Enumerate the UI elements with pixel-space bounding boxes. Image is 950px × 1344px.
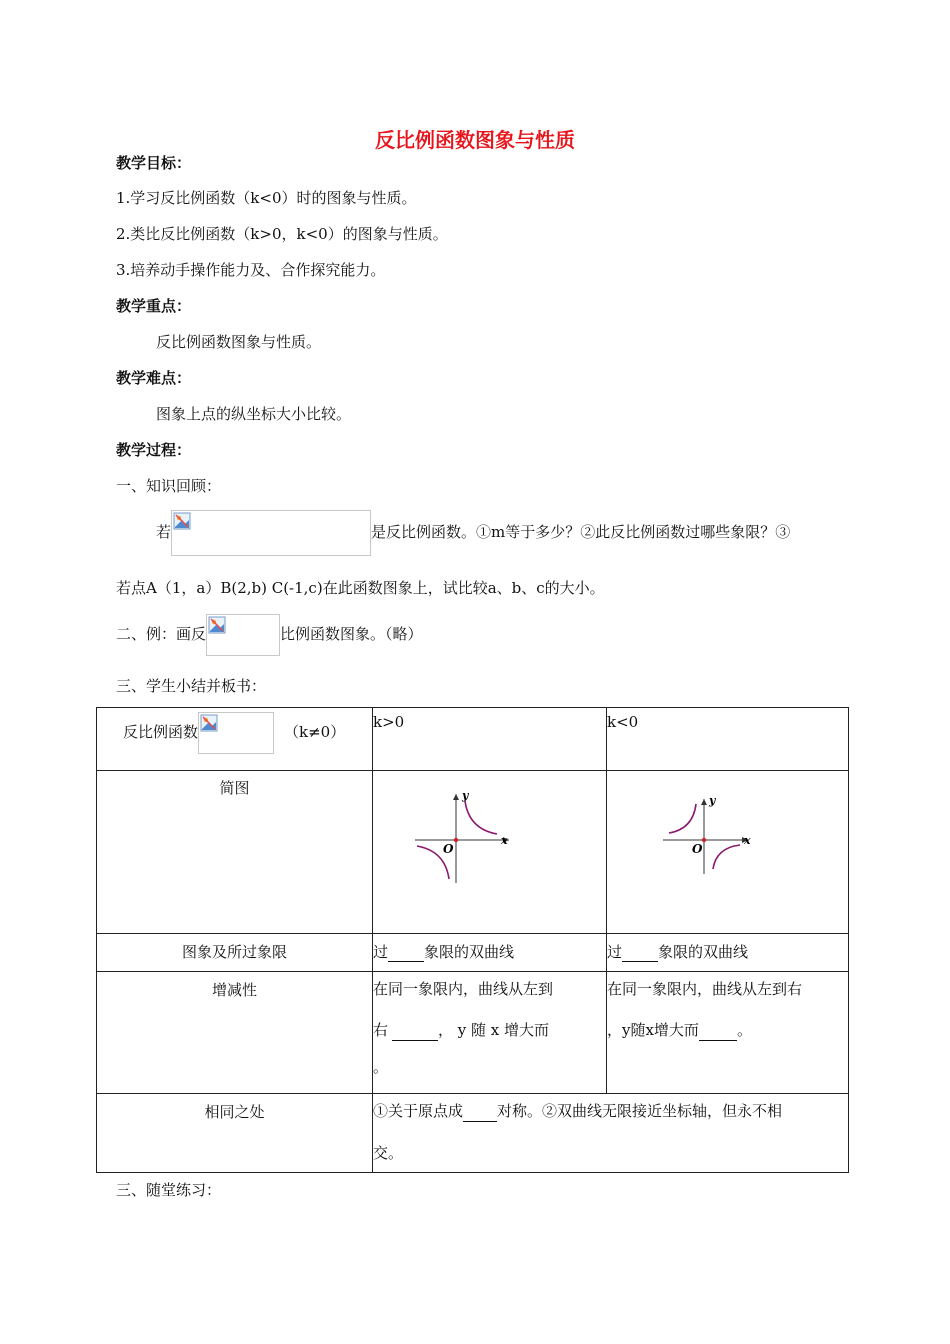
table-row-monotonicity <box>97 972 849 1094</box>
table-row-quadrant <box>97 934 849 972</box>
common-line-1 <box>373 1101 848 1122</box>
quadrant-blank <box>622 943 658 962</box>
difficulty-heading: 教学难点： <box>116 369 192 387</box>
hyperbola-negative-graph <box>607 771 848 933</box>
common-line-2: 交。 <box>373 1144 404 1162</box>
row-label-common: 相同之处 <box>97 1094 373 1173</box>
objectives-heading: 教学目标： <box>116 154 192 172</box>
mono-neg-line-2 <box>607 1020 848 1041</box>
quadrant-suffix: 象限的双曲线 <box>658 943 749 961</box>
quadrant-blank <box>388 943 424 962</box>
mono-pos-increase: ， y 随 x 增大而 <box>438 1021 550 1039</box>
objective-item-2: 2.类比反比例函数（k>0，k<0）的图象与性质。 <box>116 225 448 243</box>
key-point-heading: 教学重点： <box>116 297 192 315</box>
review-prefix: 若 <box>156 523 172 541</box>
quadrant-prefix: 过 <box>607 943 623 961</box>
monotonicity-positive <box>373 972 607 1094</box>
example-line <box>116 614 423 656</box>
row-label-graph: 简图 <box>97 771 373 934</box>
origin-label: O <box>443 842 454 856</box>
mono-neg-line-1: 在同一象限内，曲线从左到右 <box>607 980 803 998</box>
mono-blank <box>392 1020 438 1041</box>
common-symmetric: ①关于原点成 <box>373 1102 464 1120</box>
example-suffix: 比例函数图象。（略） <box>280 625 423 643</box>
mono-pos-right: 右 <box>373 1021 389 1039</box>
row-label-quadrant: 图象及所过象限 <box>97 934 373 972</box>
y-axis-label: y <box>709 794 716 807</box>
formula-image-placeholder <box>171 510 371 556</box>
common-blank <box>463 1101 497 1122</box>
graph-cell-positive <box>373 771 607 934</box>
mono-pos-line-1: 在同一象限内，曲线从左到 <box>373 980 554 998</box>
function-image-placeholder <box>206 614 280 656</box>
review-heading: 一、知识回顾： <box>116 477 222 495</box>
y-axis-label: y <box>462 789 469 802</box>
difficulty-text: 图象上点的纵坐标大小比较。 <box>156 405 352 423</box>
hyperbola-positive-graph <box>373 771 606 933</box>
common-asymptote: 对称。②双曲线无限接近坐标轴，但永不相 <box>497 1102 783 1120</box>
table-row-common <box>97 1094 849 1173</box>
header-k-positive: k>0 <box>373 708 607 771</box>
x-axis-label: x <box>501 834 508 847</box>
quadrant-negative <box>607 934 849 972</box>
broken-image-icon <box>208 616 226 634</box>
summary-table <box>96 707 849 1173</box>
mono-pos-line-2 <box>373 1020 606 1041</box>
table-header-row <box>97 708 849 771</box>
review-text-2: 若点A（1，a）B(2,b) C(-1,c)在此函数图象上，试比较a、b、c的大小。 <box>116 579 605 597</box>
monotonicity-negative <box>607 972 849 1094</box>
objective-item-1: 1.学习反比例函数（k<0）时的图象与性质。 <box>116 189 417 207</box>
process-heading: 教学过程： <box>116 441 192 459</box>
header-function-image <box>198 712 274 754</box>
common-properties <box>373 1094 849 1173</box>
broken-image-icon <box>200 714 218 732</box>
page-title: 反比例函数图象与性质 <box>375 128 575 152</box>
mono-pos-line-3: 。 <box>373 1058 389 1076</box>
quadrant-positive <box>373 934 607 972</box>
header-condition: （k≠0） <box>284 723 346 741</box>
key-point-text: 反比例函数图象与性质。 <box>156 333 322 351</box>
summary-heading: 三、学生小结并板书： <box>116 677 267 695</box>
broken-image-icon <box>173 512 191 530</box>
mono-blank <box>699 1020 737 1041</box>
table-row-graph <box>97 771 849 934</box>
quadrant-prefix: 过 <box>373 943 389 961</box>
review-question-line <box>156 510 790 556</box>
practice-heading: 三、随堂练习： <box>116 1181 222 1199</box>
graph-cell-negative <box>607 771 849 934</box>
mono-neg-end: 。 <box>736 1021 752 1039</box>
x-axis-label: x <box>744 834 751 847</box>
review-text: 是反比例函数。①m等于多少？②此反比例函数过哪些象限？③ <box>371 523 791 541</box>
header-function-cell <box>97 708 373 771</box>
origin-label: O <box>692 842 703 856</box>
objective-item-3: 3.培养动手操作能力及、合作探究能力。 <box>116 261 386 279</box>
mono-neg-increase: ，y随x增大而 <box>607 1021 699 1039</box>
header-label: 反比例函数 <box>123 723 199 741</box>
example-prefix: 二、例：画反 <box>116 625 207 643</box>
header-k-negative: k<0 <box>607 708 849 771</box>
quadrant-suffix: 象限的双曲线 <box>424 943 515 961</box>
row-label-monotonicity: 增减性 <box>97 972 373 1094</box>
